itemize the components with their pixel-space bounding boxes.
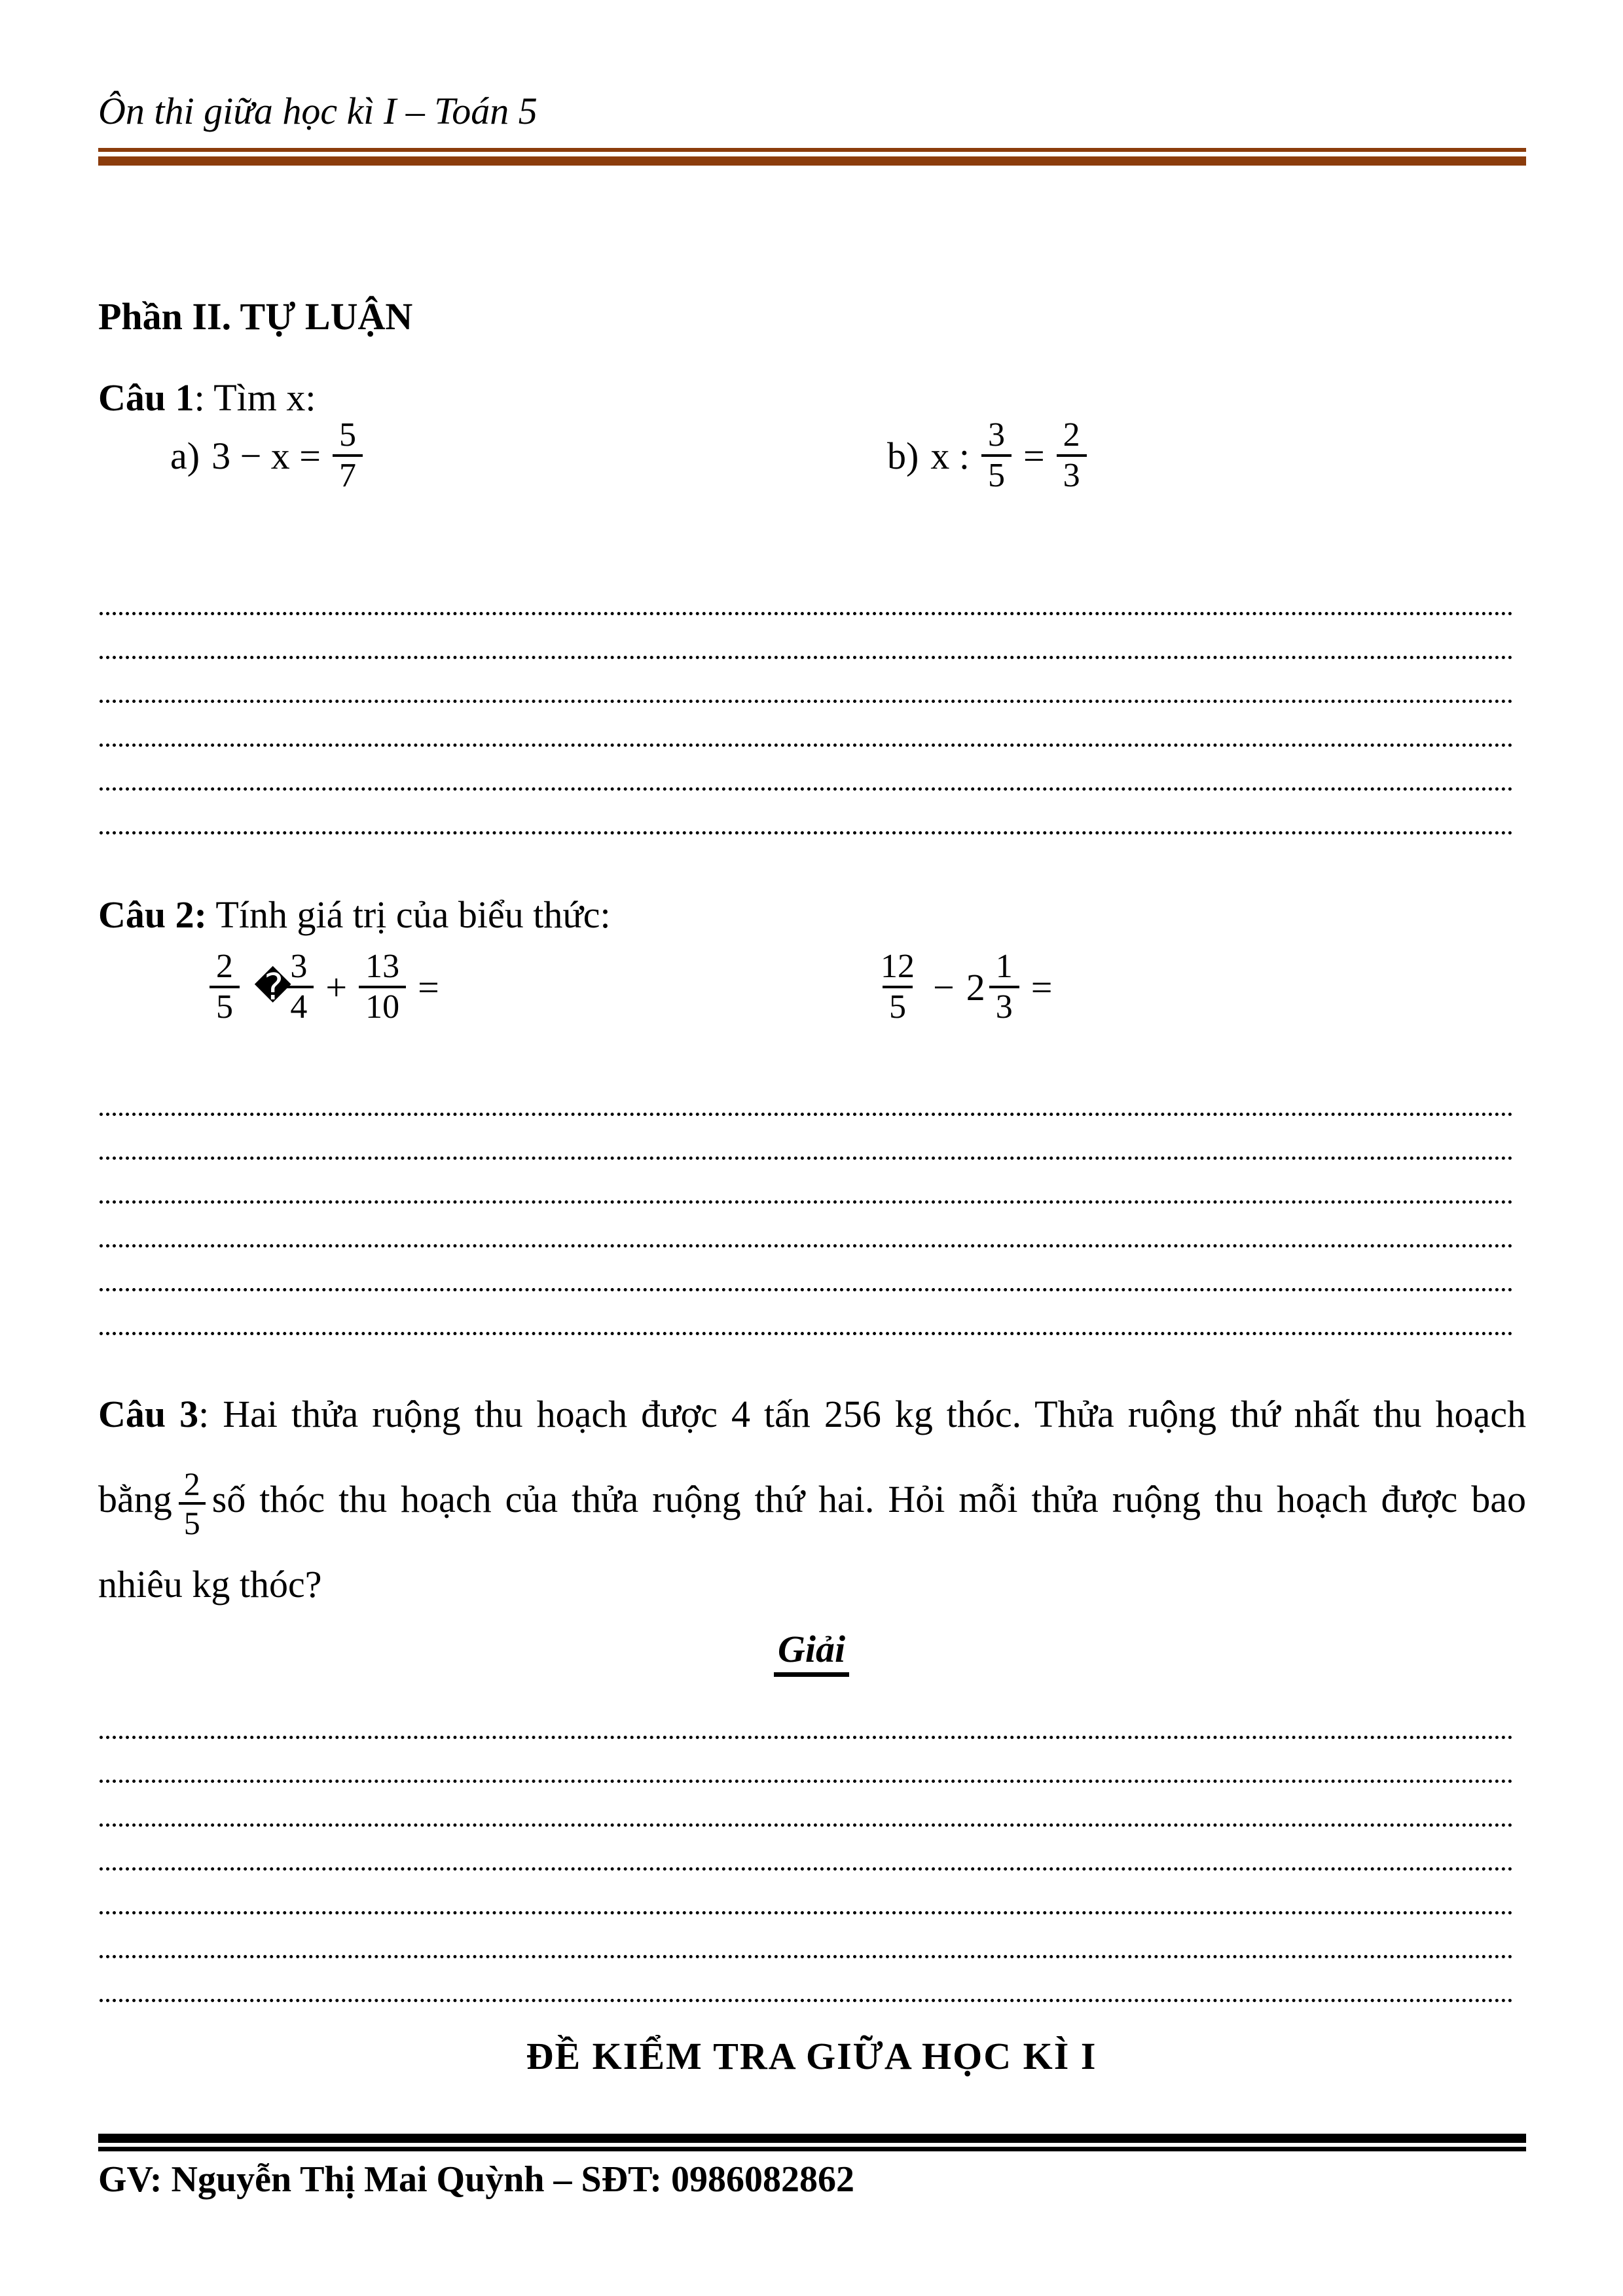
q1-answer-lines — [100, 571, 1513, 834]
answer-line — [100, 1116, 1513, 1160]
q2e2-minus-sign: − — [933, 965, 955, 1009]
question-2-prompt: Tính giá trị của biểu thức: — [206, 893, 611, 936]
answer-line — [100, 1072, 1513, 1116]
answer-line — [100, 1914, 1513, 1958]
q1b-fraction-1 — [981, 416, 1012, 495]
q3-inline-fraction — [179, 1465, 206, 1541]
question-3-text-after: số thóc thu hoạch của thửa ruộng thứ hai. Hỏi mỗi thửa ruộng thu hoạch được bao nhiêu kg thóc? — [98, 1478, 1526, 1605]
q3-fraction-numerator: 2 — [183, 1465, 200, 1502]
question-3-text-before: : Hai thửa ruộng thu hoạch được 4 tấn 256 kg thóc. Thửa ruộng thứ nhất thu hoạch bằng — [98, 1393, 1526, 1520]
footer-divider — [98, 2134, 1526, 2151]
q2e1-plus-sign: + — [325, 965, 348, 1009]
question-3-label: Câu 3 — [98, 1393, 199, 1435]
header-divider-thin-line — [98, 148, 1526, 152]
footer-divider-thick-line — [98, 2134, 1526, 2143]
answer-line — [100, 1958, 1513, 2002]
q2e2-fraction1-numerator: 12 — [881, 948, 915, 985]
replacement-character-glyph: � — [254, 965, 292, 1009]
q1b-lead-text: x : — [930, 434, 970, 477]
q1b-equals-sign: = — [1023, 434, 1045, 477]
question-1-heading — [98, 376, 316, 420]
answer-line — [100, 1739, 1513, 1783]
answer-line — [100, 1783, 1513, 1827]
q1b-fraction2-denominator: 3 — [1057, 454, 1087, 495]
q2e1-fraction3-denominator: 10 — [359, 986, 406, 1026]
q2e2-whole-number: 2 — [966, 965, 985, 1009]
answer-line — [100, 1291, 1513, 1335]
question-2-heading — [98, 893, 611, 937]
q2e1-equals-sign: = — [418, 965, 439, 1009]
question-2-label: Câu 2: — [98, 893, 207, 936]
q2e2-fraction1-denominator: 5 — [883, 986, 913, 1026]
answer-line — [100, 1160, 1513, 1204]
q2e2-fraction2-numerator: 1 — [995, 948, 1013, 985]
q2e1-fraction-3 — [359, 948, 406, 1026]
q1b-fraction1-denominator: 5 — [981, 454, 1012, 495]
answer-line — [100, 703, 1513, 747]
section-title: Phần II. TỰ LUẬN — [98, 295, 413, 338]
q1b-fraction2-numerator: 2 — [1063, 416, 1080, 454]
q2e1-fraction-1 — [210, 948, 240, 1026]
q2e2-equals-sign: = — [1030, 965, 1053, 1009]
answer-line — [100, 1247, 1513, 1291]
q1-expression-a — [170, 416, 363, 495]
answer-line — [100, 1827, 1513, 1871]
header-divider — [98, 148, 1526, 166]
footer-teacher-credit: GV: Nguyễn Thị Mai Quỳnh – SĐT: 0986082862 — [98, 2159, 854, 2200]
footer-divider-thin-line — [98, 2147, 1526, 2151]
q1a-lead-text: 3 − x = — [211, 434, 321, 477]
answer-line — [100, 615, 1513, 659]
answer-line — [100, 747, 1513, 791]
q3-answer-lines — [100, 1695, 1513, 2002]
q2e2-fraction2-denominator: 3 — [989, 986, 1019, 1026]
answer-line — [100, 571, 1513, 615]
q2e2-fraction-1 — [874, 948, 921, 1026]
q2-expression-1 — [210, 948, 439, 1026]
q1a-item-label: a) — [170, 434, 200, 477]
question-2-expressions — [98, 948, 1525, 1072]
q2e1-fraction1-numerator: 2 — [216, 948, 233, 985]
q2e1-fraction3-numerator: 13 — [365, 948, 400, 985]
question-1-expressions — [98, 416, 1525, 541]
q1a-fraction-numerator: 5 — [338, 416, 356, 454]
answer-line — [100, 1871, 1513, 1914]
solution-heading-wrap — [0, 1627, 1623, 1677]
q1a-fraction — [333, 416, 363, 495]
q2-expression-2 — [874, 948, 1052, 1026]
q1b-fraction1-numerator: 3 — [987, 416, 1005, 454]
q2e1-fraction2-numerator: 3 — [290, 948, 308, 985]
answer-line — [100, 791, 1513, 834]
question-1-label: Câu 1 — [98, 376, 194, 419]
q2e1-fraction2-denominator: 4 — [283, 986, 314, 1026]
solution-heading: Giải — [774, 1627, 849, 1677]
header-divider-thick-line — [98, 156, 1526, 166]
question-1-prompt: : Tìm x: — [194, 376, 316, 419]
answer-line — [100, 659, 1513, 703]
q1b-fraction-2 — [1057, 416, 1087, 495]
page-header-title: Ôn thi giữa học kì I – Toán 5 — [98, 90, 538, 132]
answer-line — [100, 1695, 1513, 1739]
q2e1-fraction1-denominator: 5 — [210, 986, 240, 1026]
answer-line — [100, 1204, 1513, 1247]
bottom-exam-title: ĐỀ KIỂM TRA GIỮA HỌC KÌ I — [526, 2035, 1097, 2077]
q3-fraction-denominator: 5 — [179, 1502, 206, 1541]
q1a-fraction-denominator: 7 — [333, 454, 363, 495]
q2e2-mixed-number — [966, 948, 1019, 1026]
q1-expression-b — [887, 416, 1087, 495]
question-3-paragraph — [98, 1372, 1526, 1627]
q1b-item-label: b) — [887, 434, 919, 477]
q2-answer-lines — [100, 1072, 1513, 1335]
q2e2-fraction-2 — [989, 948, 1019, 1026]
